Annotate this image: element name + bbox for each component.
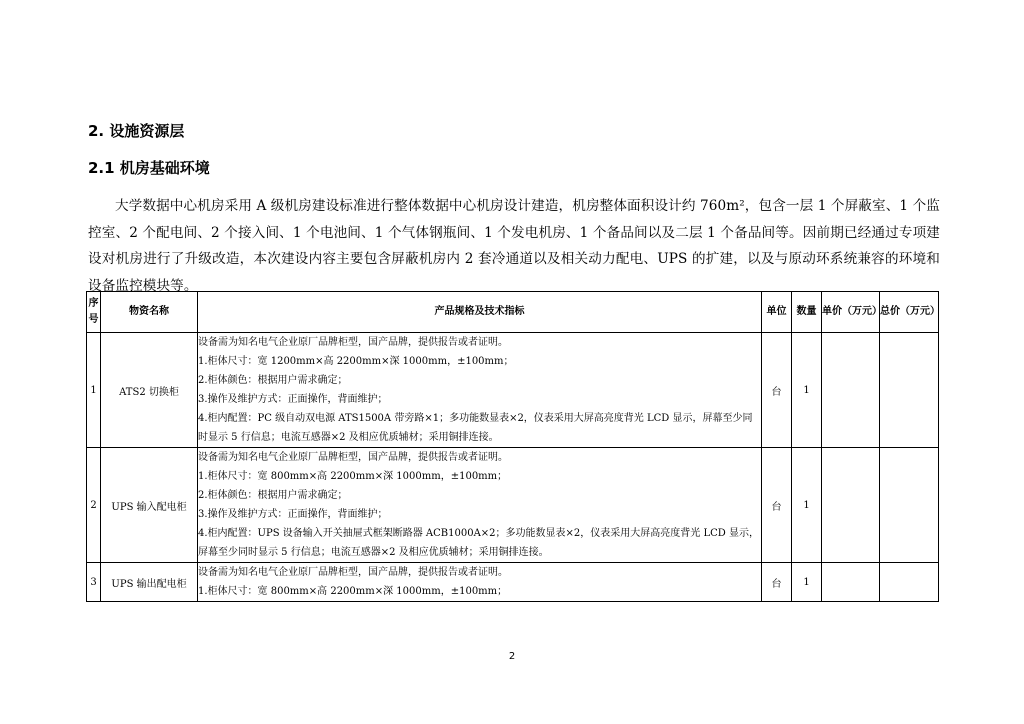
- spec-line: 2.柜体颜色：根据用户需求确定；: [198, 490, 348, 501]
- header-num: 序号: [87, 292, 101, 333]
- spec-line: 1.柜体尺寸：宽 800mm×高 2200mm×深 1000mm，±100mm；: [198, 471, 508, 482]
- row-spec: [198, 448, 762, 563]
- spec-line: 1.柜体尺寸：宽 800mm×高 2200mm×深 1000mm，±100mm；: [198, 586, 508, 597]
- spec-line: 1.柜体尺寸：宽 1200mm×高 2200mm×深 1000mm，±100mm；: [198, 356, 514, 367]
- header-name: 物资名称: [101, 292, 198, 333]
- row-total: [880, 333, 939, 448]
- row-qty: 1: [792, 333, 822, 448]
- row-spec: [198, 333, 762, 448]
- row-total: [880, 563, 939, 602]
- row-spec: [198, 563, 762, 602]
- table-header-row: [87, 292, 939, 333]
- body-paragraph: 大学数据中心机房采用 A 级机房建设标准进行整体数据中心机房设计建造，机房整体面积设计约 760m²，包含一层 1 个屏蔽室、1 个监控室、2 个配电间、2 个接入间、1 个电池间、1 个气体钢瓶间、1 个发电机房、1 个备品间以及二层 1 个备品间等。因前期已经通过专项建设对机房进行了升级改造，本次建设内容主要包含屏蔽机房内 2 套冷通道以及相关动力配电、UPS 的扩建，以及与原动环系统兼容的环境和设备监控模块等。: [88, 198, 940, 294]
- row-price: [822, 333, 880, 448]
- subsection-heading: 2.1 机房基础环境: [88, 159, 210, 177]
- spec-line: 4.柜内配置：PC 级自动双电源 ATS1500A 带旁路×1；多功能数显表×2，仪表采用大屏高亮度背光 LCD 显示，屏幕至少同时显示 5 行信息；电流互感器×2 及相应优质辅材；采用铜排连接。: [198, 413, 753, 443]
- page-number: 2: [508, 651, 516, 662]
- section-heading: 2. 设施资源层: [88, 122, 185, 140]
- row-num: 2: [87, 448, 101, 563]
- row-qty: 1: [792, 448, 822, 563]
- spec-line: 3.操作及维护方式：正面操作，背面维护；: [198, 394, 388, 405]
- row-name: UPS 输入配电柜: [101, 448, 198, 563]
- header-unit: 单位: [762, 292, 792, 333]
- table-row: [87, 563, 939, 602]
- row-price: [822, 563, 880, 602]
- table-row: [87, 448, 939, 563]
- row-qty: 1: [792, 563, 822, 602]
- header-total: 总价（万元）: [880, 292, 939, 333]
- row-name: UPS 输出配电柜: [101, 563, 198, 602]
- spec-line: 4.柜内配置：UPS 设备输入开关抽屉式框架断路器 ACB1000A×2；多功能数显表×2，仪表采用大屏高亮度背光 LCD 显示，屏幕至少同时显示 5 行信息；电流互感器×2 及相应优质辅材；采用铜排连接。: [198, 528, 759, 558]
- row-num: 3: [87, 563, 101, 602]
- header-qty: 数量: [792, 292, 822, 333]
- header-spec: 产品规格及技术指标: [198, 292, 762, 333]
- spec-line: 设备需为知名电气企业原厂品牌柜型，国产品牌，提供报告或者证明。: [198, 337, 508, 348]
- spec-line: 3.操作及维护方式：正面操作，背面维护；: [198, 509, 388, 520]
- spec-line: 设备需为知名电气企业原厂品牌柜型，国产品牌，提供报告或者证明。: [198, 567, 508, 578]
- row-unit: 台: [762, 448, 792, 563]
- row-name: ATS2 切换柜: [101, 333, 198, 448]
- spec-line: 2.柜体颜色：根据用户需求确定；: [198, 375, 348, 386]
- row-unit: 台: [762, 563, 792, 602]
- row-price: [822, 448, 880, 563]
- equipment-spec-table: [86, 291, 939, 602]
- header-price: 单价（万元）: [822, 292, 880, 333]
- row-num: 1: [87, 333, 101, 448]
- row-total: [880, 448, 939, 563]
- spec-line: 设备需为知名电气企业原厂品牌柜型，国产品牌，提供报告或者证明。: [198, 452, 508, 463]
- row-unit: 台: [762, 333, 792, 448]
- table-row: [87, 333, 939, 448]
